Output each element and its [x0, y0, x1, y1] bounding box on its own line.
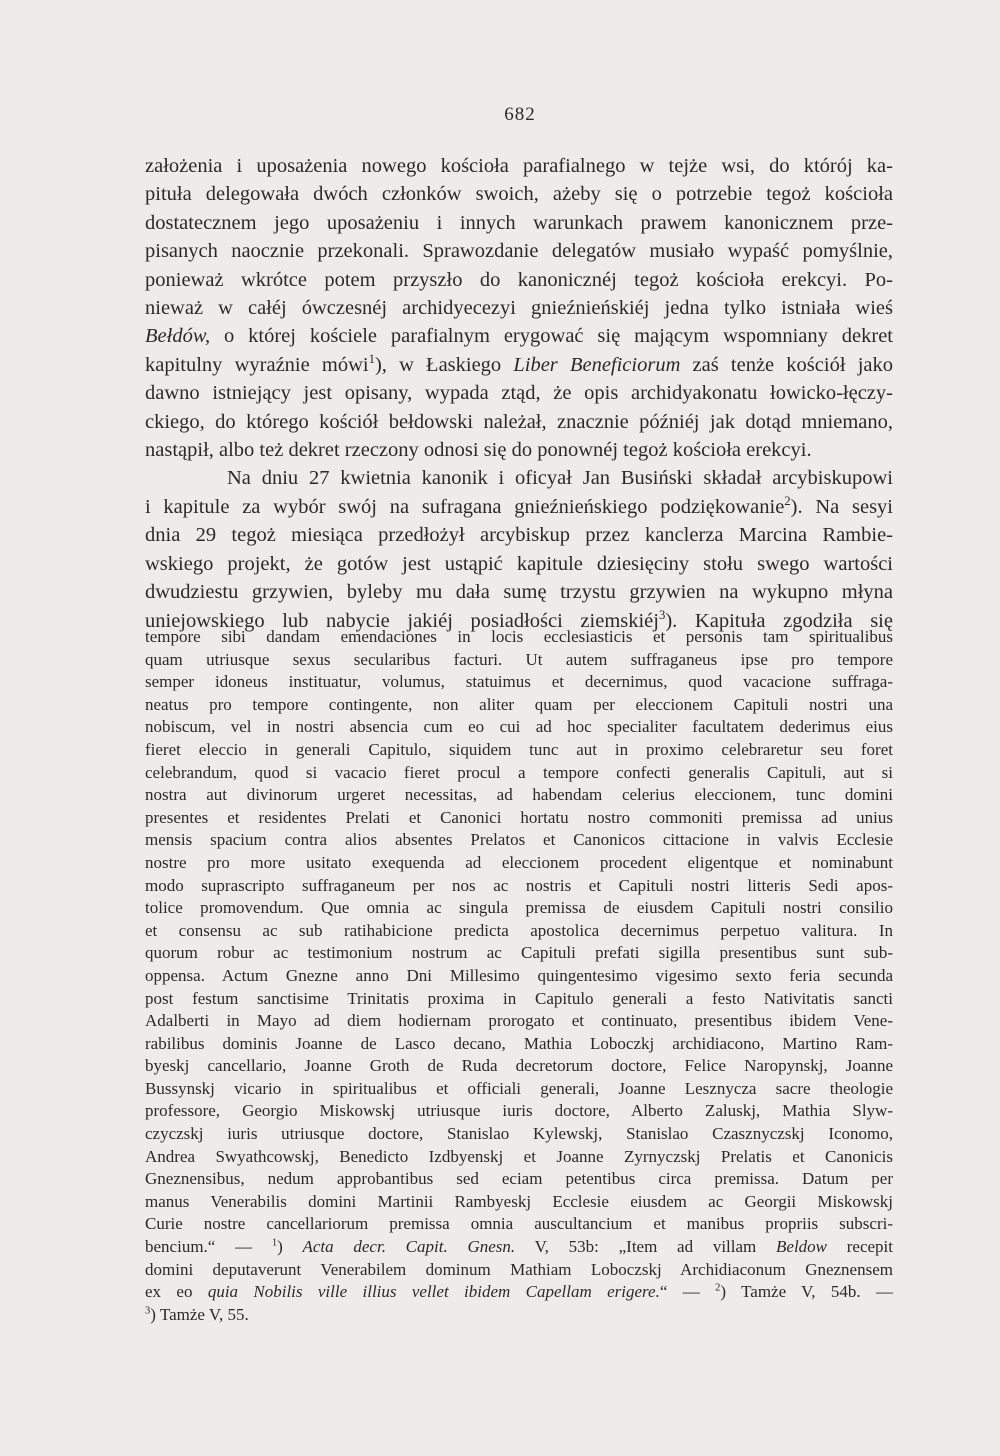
- text-line: dwudziestu grzywien, byleby mu dała sumę trzystu grzywien na wykupno młyna: [145, 581, 893, 604]
- text-fragment: zaś tenże kościół jako: [680, 353, 893, 376]
- text-line: dostatecznem jego uposażeniu i innych warunkach prawem kanonicznem prze-: [145, 211, 893, 234]
- footnote-marker: 1: [368, 352, 375, 367]
- footnote-line: presentes et residentes Prelati et Canonici hortatu nostro commoniti premissa ad unius: [145, 807, 893, 827]
- footnote-line: domini deputaverunt Venerabilem dominum Mathiam Loboczskj Archidiaconum Gneznensem: [145, 1259, 893, 1279]
- italic-place-name: Beldow: [776, 1237, 828, 1257]
- footnote-line: manus Venerabilis domini Martinii Rambyeskj Ecclesie eiusdem ac Georgii Miskowskj: [145, 1191, 893, 1211]
- footnotes-block: [145, 626, 893, 1326]
- italic-source-title: Acta decr. Capit. Gnesn.: [302, 1237, 516, 1257]
- footnote-line: byeskj cancellario, Joanne Groth de Ruda decretorum doctore, Felice Naropynskj, Joanne: [145, 1056, 893, 1076]
- text-fragment: recepit: [827, 1237, 893, 1257]
- footnote-line: tempore sibi dandam emendaciones in locis ecclesiasticis et personis tam spiritualibus: [145, 627, 893, 646]
- text-fragment: ), w Łaskiego: [374, 353, 514, 376]
- footnote-line: quorum robur ac testimonium nostrum ac Capituli prefati sigilla presentibus sunt sub-: [145, 943, 893, 963]
- text-fragment: ex eo: [145, 1282, 208, 1302]
- footnote-line: [145, 1304, 893, 1327]
- footnote-line: nobiscum, vel in nostri absencia cum eo cui ad hoc specialiter facultatem dederimus eius: [145, 717, 893, 737]
- text-line: nastąpił, albo też dekret rzeczony odnosi się do ponownéj tegoż kościoła erekcyi.: [145, 439, 812, 462]
- text-fragment: o której kościele parafialnym erygować się mającym wspomniany dekret: [210, 325, 893, 348]
- text-fragment: ). Kapituła zgodziła się: [665, 609, 893, 632]
- text-line: pisanych naocznie przekonali. Sprawozdanie delegatów musiało wypaść pomyślnie,: [145, 240, 893, 263]
- italic-quotation: quia Nobilis ville illius vellet ibidem Capellam erigere.: [207, 1282, 660, 1302]
- footnote-line: oppensa. Actum Gnezne anno Dni Millesimo quingentesimo vigesimo sexto feria secunda: [145, 965, 893, 985]
- text-line: założenia i uposażenia nowego kościoła parafialnego w tejże wsi, do którój ka-: [145, 155, 893, 177]
- footnote-line: et consensu ac sub ratihabicione predicta apostolica decernimus perpetuo valitura. In: [145, 920, 893, 940]
- text-fragment: i kapitule za wybór swój na sufragana gnieźnieńskiego podziękowanie: [145, 495, 785, 518]
- footnote-line: Gneznensibus, nedum approbantibus sed eciam petentibus circa premissa. Datum per: [145, 1169, 893, 1189]
- text-fragment: ) Tamże V, 54b. —: [720, 1282, 893, 1302]
- text-line: dnia 29 tegoż miesiąca przedłożył arcybiskup przez kanclerza Marcina Rambie-: [145, 524, 893, 547]
- footnote-line: celebrandum, quod si vacacio fieret procul a tempore confecti generalis Capituli, aut si: [145, 762, 893, 782]
- text-fragment: ): [277, 1237, 303, 1257]
- text-line: [145, 322, 893, 350]
- footnote-line: neatus pro tempore contingente, non aliter quam per eleccionem Capituli nostri una: [145, 694, 893, 714]
- text-fragment: “ —: [659, 1282, 716, 1302]
- footnote-line: professore, Georgio Miskowskj utriusque iuris doctore, Alberto Zaluskj, Mathia Slyw-: [145, 1101, 893, 1121]
- text-fragment: bencium.“ —: [145, 1237, 272, 1257]
- footnote-number: 1: [271, 1237, 278, 1249]
- text-line: nieważ w całéj ówczesnéj archidyecezyi gnieźnieńskiéj jedna tylko istniała wieś: [145, 297, 893, 320]
- footnote-line: quam utriusque sexus secularibus facturi. Ut autem suffraganeus ipse pro tempore: [145, 649, 893, 669]
- text-fragment: ). Na sesyi: [790, 495, 893, 518]
- footnote-line: modo suprascripto suffraganeum per nos ac nostris et Capituli nostri litteris Sedi apos-: [145, 875, 893, 895]
- footnote-line: semper idoneus instituatur, volumus, statuimus et decernimus, quod vacacione suffraga-: [145, 672, 893, 692]
- footnote-line: czyczskj iuris utriusque doctore, Stanislao Kylewskj, Stanislao Czasznyczskj Iconomo,: [145, 1124, 893, 1144]
- footnote-marker: 3: [658, 607, 666, 622]
- footnote-line: Andrea Swyathcowskj, Benedicto Izdbyenskj et Joanne Zyrnyczskj Prelatis et Canonicis: [145, 1146, 893, 1166]
- footnote-number: 3: [145, 1305, 151, 1317]
- text-fragment: V, 53b: „Item ad villam: [515, 1237, 777, 1257]
- text-line-indented: Na dniu 27 kwietnia kanonik i oficyał Jan Busiński składał arcybiskupowi: [227, 467, 893, 490]
- main-body-text: [145, 152, 893, 635]
- footnote-number: 2: [715, 1282, 721, 1294]
- page-number: 682: [504, 104, 536, 125]
- footnote-marker: 2: [784, 494, 791, 509]
- footnote-line: Bussynskj vicario in spiritualibus et officiali generali, Joanne Lesznycza sacre theologie: [145, 1078, 893, 1098]
- text-line: [145, 351, 893, 379]
- text-line: ckiego, do którego kościół bełdowski należał, znacznie późniéj jak dotąd mniemano,: [145, 410, 893, 433]
- footnote-line: Adalberti in Mayo ad diem hodiernam prorogato et continuato, presentibus ibidem Vene-: [145, 1011, 893, 1031]
- footnote-line: [145, 1281, 893, 1304]
- text-line: [145, 493, 893, 521]
- footnote-line: mensis spacium contra alios absentes Prelatos et Canonicos cittacione in valvis Ecclesie: [145, 830, 893, 850]
- text-fragment: uniejowskiego lub nabycie jakiéj posiadłości ziemskiéj: [145, 609, 659, 632]
- footnote-line: fieret eleccio in generali Capitulo, siquidem tunc aut in proximo celebraretur seu foret: [145, 739, 893, 759]
- footnote-line: nostre pro more usitato exequenda ad eleccionem procedent eligentque et nominabunt: [145, 852, 893, 872]
- text-fragment: ) Tamże V, 55.: [150, 1304, 249, 1324]
- italic-book-title: Liber Beneficiorum: [513, 353, 681, 376]
- text-line: dawno istniejący jest opisany, wypada ztąd, że opis archidyakonatu łowicko-łęczy-: [145, 382, 893, 405]
- text-line: ponieważ wkrótce potem przyszło do kanonicznéj tegoż kościoła erekcyi. Po-: [145, 268, 893, 291]
- footnote-line: post festum sanctisime Trinitatis proxima in Capitulo generali a festo Nativitatis sancti: [145, 988, 893, 1008]
- footnote-line: [145, 1236, 893, 1259]
- footnote-line: nostra aut divinorum urgeret necessitas, ad habendam celerius eleccionem, tunc domini: [145, 785, 893, 805]
- text-fragment: kapitulny wyraźnie mówi: [145, 353, 369, 376]
- italic-place-name: Bełdów,: [145, 325, 211, 348]
- footnote-line: tolice promovendum. Que omnia ac singula premissa de eiusdem Capituli nostri consilio: [145, 898, 893, 918]
- text-line: wskiego projekt, że gotów jest ustąpić kapitule dziesięciny stołu swego wartości: [145, 552, 893, 575]
- text-line: pituła delegowała dwóch członków swoich, ażeby się o potrzebie tegoż kościoła: [145, 183, 893, 206]
- footnote-line: Curie nostre cancellariorum premissa omnia auscultancium et manibus propriis subscri-: [145, 1214, 893, 1234]
- footnote-line: rabilibus dominis Joanne de Lasco decano, Mathia Loboczkj archidiacono, Martino Ram-: [145, 1033, 893, 1053]
